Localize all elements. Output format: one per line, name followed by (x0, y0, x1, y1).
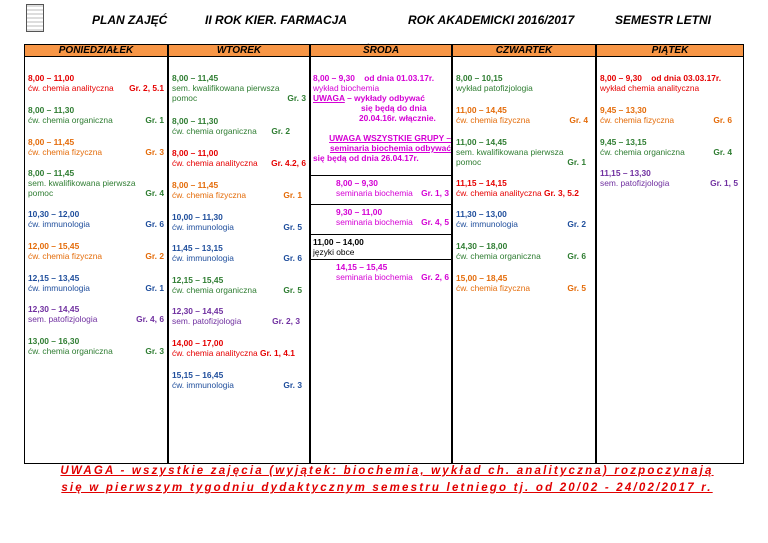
semester-label: SEMESTR LETNI (615, 13, 712, 27)
list-item: 12,00 – 15,45 ćw. chemia fizyczna Gr. 2 (28, 241, 164, 261)
list-item: 12,15 – 15,45 ćw. chemia organiczna Gr. 5 (172, 275, 302, 295)
list-item: 15,15 – 16,45 ćw. immunologia Gr. 3 (172, 370, 302, 390)
divider (311, 259, 451, 260)
list-item: 8,00 – 11,30 ćw. chemia organiczna Gr. 1 (28, 105, 164, 125)
list-item: 11,00 – 14,45 ćw. chemia fizyczna Gr. 4 (456, 105, 588, 125)
list-item: 8,00 – 11,45 ćw. chemia fizyczna Gr. 1 (172, 180, 302, 200)
column-tuesday (168, 57, 310, 464)
university-logo-icon (26, 4, 44, 32)
column-monday (24, 57, 168, 464)
bottom-note-line-1: UWAGA - wszystkie zajęcia (wyjątek: biochemia, wykład ch. analityczna) rozpoczynają (60, 465, 714, 477)
column-friday (596, 57, 744, 464)
page-title: PLAN ZAJĘĆ (92, 13, 168, 27)
list-item: 8,00 – 11,45 ćw. chemia fizyczna Gr. 3 (28, 137, 164, 157)
list-item: 8,00 – 11,45 sem. kwalifikowana pierwsza pomoc Gr. 3 (172, 73, 306, 103)
list-item: 8,00 – 10,15 wykład patofizjologia (456, 73, 533, 93)
divider (311, 175, 451, 176)
column-thursday (452, 57, 596, 464)
schedule-table (24, 44, 744, 464)
list-item: 8,00 – 9,30 od dnia 03.03.17r. wykład chemia analityczna (600, 73, 722, 93)
list-item: 11,15 – 13,30 sem. patofizjologia Gr. 1, 5 (600, 168, 738, 188)
column-wednesday (310, 57, 452, 464)
list-item: 10,00 – 11,30 ćw. immunologia Gr. 5 (172, 212, 302, 232)
list-item: 11,15 – 14,15 ćw. chemia analityczna Gr. 3, 5.2 (456, 178, 579, 198)
list-item: 13,00 – 16,30 ćw. chemia organiczna Gr. 3 (28, 336, 164, 356)
list-item: 12,15 – 13,45 ćw. immunologia Gr. 1 (28, 273, 164, 293)
warning-note: UWAGA WSZYSTKIE GRUPY – seminaria biochemia odbywać się będą od dnia 26.04.17r. (313, 133, 451, 163)
list-item: 11,45 – 13,15 ćw. immunologia Gr. 6 (172, 243, 302, 263)
day-header-thursday: CZWARTEK (452, 44, 596, 57)
list-item: 9,45 – 13,30 ćw. chemia fizyczna Gr. 6 (600, 105, 732, 125)
list-item: 14,15 – 15,45 seminaria biochemia Gr. 2, 6 (336, 262, 449, 282)
divider (311, 234, 451, 235)
day-header-monday: PONIEDZIAŁEK (24, 44, 168, 57)
list-item: 8,00 – 11,45 sem. kwalifikowana pierwsza pomoc Gr. 4 (28, 168, 164, 198)
list-item: 12,30 – 14,45 sem. patofizjologia Gr. 2, 3 (172, 306, 300, 326)
divider (311, 204, 451, 205)
list-item: 8,00 – 9,30 od dnia 01.03.17r. wykład biochemia UWAGA – wykłady odbywać się będą do dnia 20.04.16r. włącznie. (313, 73, 436, 123)
list-item: 9,30 – 11,00 seminaria biochemia Gr. 4, 5 (336, 207, 449, 227)
list-item: 10,30 – 12,00 ćw. immunologia Gr. 6 (28, 209, 164, 229)
list-item: 14,00 – 17,00 ćw. chemia analityczna Gr. 1, 4.1 (172, 338, 295, 358)
list-item: 11,00 – 14,00 języki obce (313, 237, 364, 257)
bottom-note-line-2: się w pierwszym tygodniu dydaktycznym semestru letniego tj. od 20/02 - 24/02/2017 r. (61, 482, 713, 494)
academic-year-label: ROK AKADEMICKI 2016/2017 (408, 13, 575, 27)
list-item: 15,00 – 18,45 ćw. chemia fizyczna Gr. 5 (456, 273, 586, 293)
day-header-wednesday: ŚRODA (310, 44, 452, 57)
list-item: 14,30 – 18,00 ćw. chemia organiczna Gr. 6 (456, 241, 586, 261)
day-header-tuesday: WTOREK (168, 44, 310, 57)
list-item: 11,30 – 13,00 ćw. immunologia Gr. 2 (456, 209, 586, 229)
list-item: 9,45 – 13,15 ćw. chemia organiczna Gr. 4 (600, 137, 732, 157)
list-item: 12,30 – 14,45 sem. patofizjologia Gr. 4, 6 (28, 304, 164, 324)
day-header-friday: PIĄTEK (596, 44, 744, 57)
list-item: 8,00 – 11,30 ćw. chemia organiczna Gr. 2 (172, 116, 290, 136)
list-item: 8,00 – 9,30 seminaria biochemia Gr. 1, 3 (336, 178, 449, 198)
list-item: 8,00 – 11,00 ćw. chemia analityczna Gr. 4.2, 6 (172, 148, 306, 168)
list-item: 11,00 – 14,45 sem. kwalifikowana pierwsza pomoc Gr. 1 (456, 137, 586, 167)
list-item: 8,00 – 11,00 ćw. chemia analityczna Gr. 2, 5.1 (28, 73, 164, 93)
year-label: II ROK KIER. FARMACJA (205, 13, 348, 27)
